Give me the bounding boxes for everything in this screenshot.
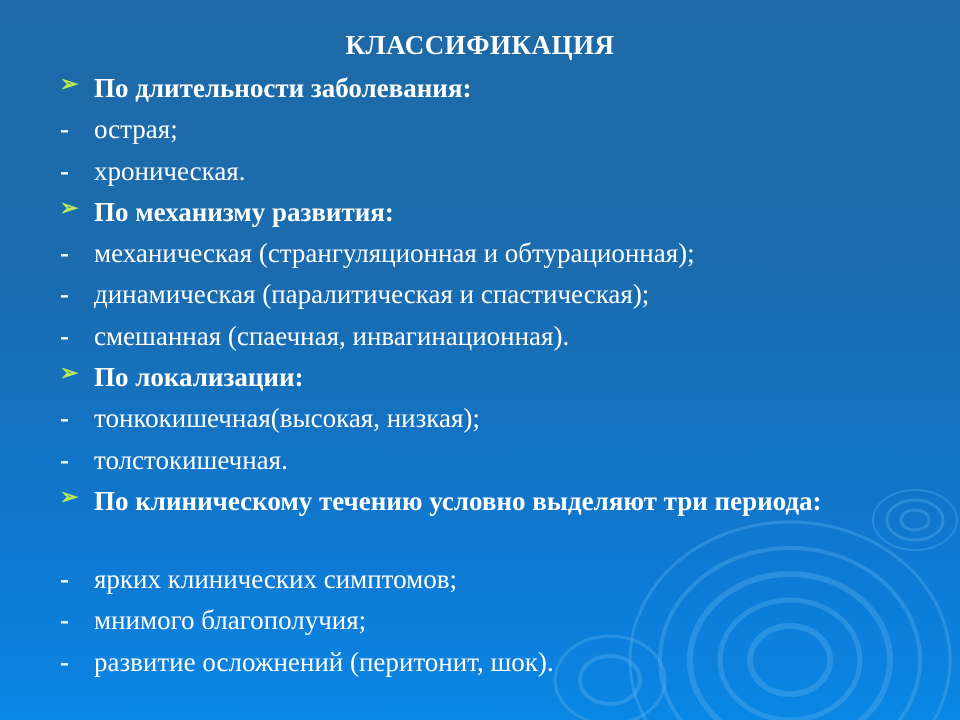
dash-bullet: - bbox=[60, 279, 69, 310]
classification-list bbox=[58, 70, 878, 685]
arrow-bullet-icon: ➢ bbox=[60, 483, 79, 509]
list-item-text: хроническая. bbox=[94, 155, 246, 186]
heading-text: По локализации: bbox=[94, 362, 304, 393]
arrow-bullet-icon: ➢ bbox=[60, 360, 79, 386]
list-heading bbox=[58, 359, 878, 400]
dash-bullet: - bbox=[60, 444, 69, 475]
list-item-text: толстокишечная. bbox=[94, 444, 288, 475]
list-item bbox=[58, 235, 878, 276]
heading-text: По длительности заболевания: bbox=[94, 73, 472, 103]
list-item-text: развитие осложнений (перитонит, шок). bbox=[94, 646, 554, 677]
heading-text: По клиническому течению условно выделяют три периода: bbox=[94, 485, 822, 516]
list-heading bbox=[58, 70, 878, 111]
heading-text: По механизму развития: bbox=[94, 196, 394, 227]
list-item-text: тонкокишечная(высокая, низкая); bbox=[94, 403, 480, 434]
slide-title: КЛАССИФИКАЦИЯ bbox=[345, 30, 615, 60]
list-item bbox=[58, 561, 878, 602]
list-item bbox=[58, 276, 878, 317]
list-item-text: мнимого благополучия; bbox=[94, 605, 367, 636]
list-item bbox=[58, 602, 878, 643]
dash-bullet: - bbox=[60, 155, 69, 186]
dash-bullet: - bbox=[60, 320, 69, 351]
list-item-text: динамическая (паралитическая и спастическая); bbox=[94, 279, 650, 310]
list-item-text: смешанная (спаечная, инвагинационная). bbox=[94, 320, 570, 351]
list-item-text: острая; bbox=[94, 114, 178, 145]
list-item bbox=[58, 644, 878, 685]
list-item bbox=[58, 318, 878, 359]
arrow-bullet-icon: ➢ bbox=[60, 194, 79, 220]
arrow-bullet-icon: ➢ bbox=[60, 71, 79, 96]
list-item bbox=[58, 442, 878, 483]
list-item bbox=[58, 400, 878, 441]
dash-bullet: - bbox=[60, 403, 69, 434]
dash-bullet: - bbox=[60, 605, 69, 636]
list-item-text: механическая (странгуляционная и обтурационная); bbox=[94, 238, 695, 269]
list-heading bbox=[58, 194, 878, 235]
dash-bullet: - bbox=[60, 563, 69, 594]
dash-bullet: - bbox=[60, 646, 69, 677]
list-heading bbox=[58, 483, 878, 561]
dash-bullet: - bbox=[60, 238, 69, 269]
list-item bbox=[58, 153, 878, 194]
list-item-text: ярких клинических симптомов; bbox=[94, 563, 457, 594]
dash-bullet: - bbox=[60, 114, 69, 145]
list-item bbox=[58, 111, 878, 152]
